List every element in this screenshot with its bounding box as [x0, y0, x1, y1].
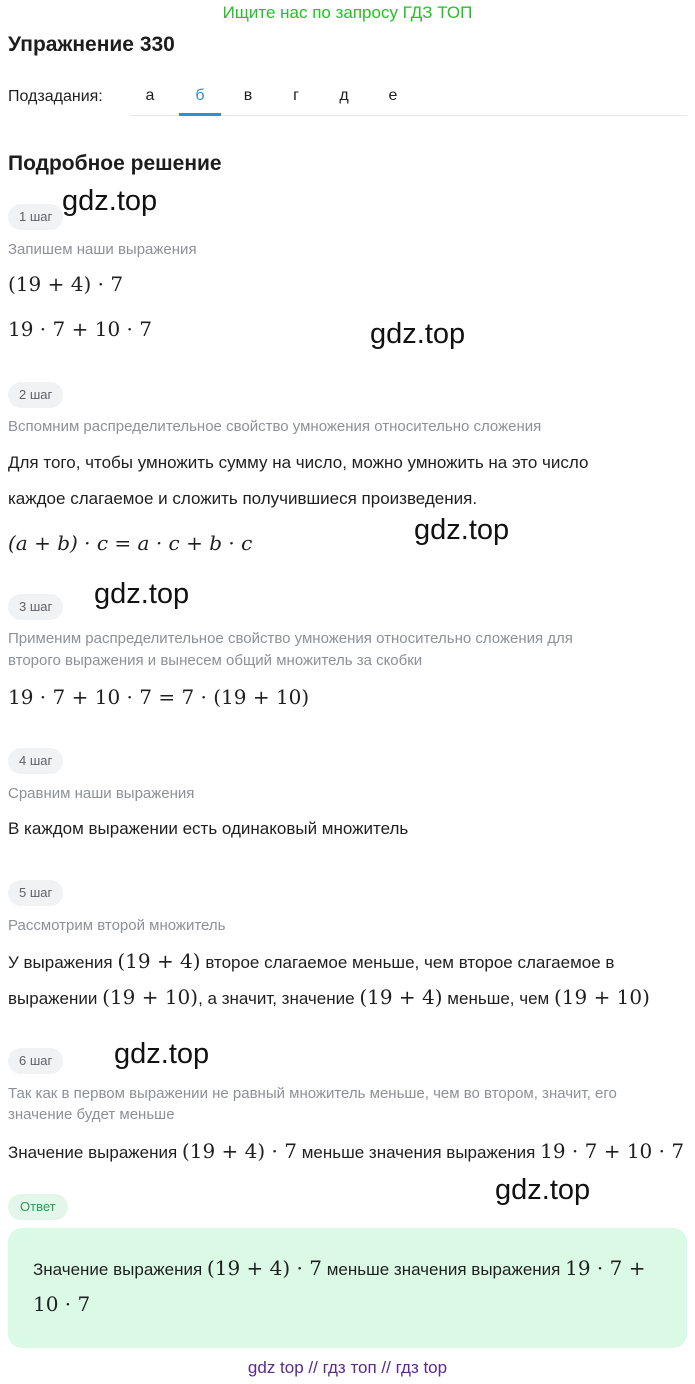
answer-text [33, 1292, 90, 1316]
answer-box [8, 1228, 687, 1348]
inline-formula: 19 · 7 + 10 · 7 [540, 1139, 685, 1163]
step-formula: 19 · 7 + 10 · 7 [8, 317, 152, 341]
step-text: каждое слагаемое и сложить получившиеся произведения. [8, 489, 478, 508]
inline-formula: (19 + 4) · 7 [206, 1256, 322, 1280]
subtask-tab-d[interactable]: д [339, 87, 349, 104]
subtask-tab-b[interactable]: б [179, 78, 221, 116]
page-title: Упражнение 330 [8, 33, 175, 56]
watermark: gdz.top [495, 1174, 591, 1206]
inline-formula: (19 + 10) [102, 985, 199, 1009]
step-formula: 19 · 7 + 10 · 7 = 7 · (19 + 10) [8, 685, 310, 709]
step-hint: Применим распределительное свойство умножения относительно сложения для [8, 630, 573, 647]
inline-formula: 19 · 7 + [565, 1256, 646, 1280]
subtasks-label: Подзадания: [8, 88, 103, 105]
step-text [8, 985, 650, 1009]
step-formula: (19 + 4) · 7 [8, 272, 124, 296]
text-run: Значение выражения [33, 1260, 207, 1279]
inline-formula: 10 · 7 [33, 1292, 91, 1316]
text-run: выражении [8, 989, 103, 1008]
step-text: В каждом выражении есть одинаковый множитель [8, 819, 409, 838]
step-text [8, 1139, 684, 1163]
text-run: меньше значения выражения [296, 1143, 541, 1162]
inline-formula: (19 + 10) [553, 985, 650, 1009]
step-hint: значение будет меньше [8, 1106, 175, 1123]
step-hint: Запишем наши выражения [8, 241, 197, 258]
step-badge: 4 шаг [8, 748, 63, 774]
step-badge: 6 шаг [8, 1048, 63, 1074]
text-run: Значение выражения [8, 1143, 182, 1162]
step-hint: Сравним наши выражения [8, 785, 195, 802]
watermark: gdz.top [370, 318, 466, 350]
step-badge: 3 шаг [8, 594, 63, 620]
step-hint: второго выражения и вынесем общий множитель за скобки [8, 652, 423, 669]
watermark: gdz.top [62, 185, 158, 217]
text-run: , а значит, значение [198, 989, 360, 1008]
answer-badge: Ответ [8, 1194, 68, 1220]
step-badge: 5 шаг [8, 880, 63, 906]
inline-formula: (19 + 4) · 7 [181, 1139, 297, 1163]
subtask-tab-e[interactable]: е [388, 87, 398, 104]
subtask-tab-a[interactable]: а [145, 87, 155, 104]
inline-formula: (19 + 4) [359, 985, 443, 1009]
answer-text [33, 1256, 645, 1280]
step-formula: (a + b) · c = a · c + b · c [8, 531, 253, 555]
watermark: gdz.top [114, 1038, 210, 1070]
watermark: gdz.top [94, 578, 190, 610]
inline-formula: (19 + 4) [117, 949, 201, 973]
step-hint: Вспомним распределительное свойство умножения относительно сложения [8, 418, 542, 435]
subtask-tab-g[interactable]: г [293, 87, 299, 104]
promo-link[interactable]: Ищите нас по запросу ГДЗ ТОП [222, 3, 473, 22]
watermark: gdz.top [414, 514, 510, 546]
text-run: У выражения [8, 953, 118, 972]
footer-links[interactable]: gdz top // гдз топ // гдз top [247, 1358, 448, 1377]
text-run: меньше значения выражения [321, 1260, 566, 1279]
solution-heading: Подробное решение [8, 152, 222, 175]
step-text [8, 949, 614, 973]
step-hint: Так как в первом выражении не равный множитель меньше, чем во втором, значит, его [8, 1085, 617, 1102]
step-hint: Рассмотрим второй множитель [8, 917, 226, 934]
subtask-tab-v[interactable]: в [243, 87, 253, 104]
text-run: меньше, чем [442, 989, 554, 1008]
step-badge: 1 шаг [8, 204, 63, 230]
text-run: второе слагаемое меньше, чем второе слагаемое в [200, 953, 615, 972]
step-text: Для того, чтобы умножить сумму на число, можно умножить на это число [8, 453, 589, 472]
step-badge: 2 шаг [8, 382, 63, 408]
